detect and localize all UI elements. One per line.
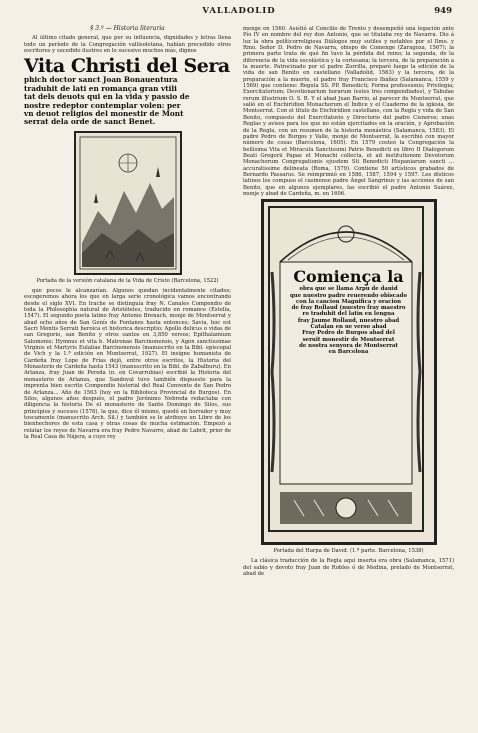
figure-vita-christi xyxy=(24,56,231,274)
gothic-line: vn deuot religios del monestir de Mont xyxy=(24,109,184,118)
frame-line: en Barcelona xyxy=(328,349,369,356)
running-header xyxy=(0,6,478,20)
frame-line: fray Jaume Rollaud, nuestro abad xyxy=(297,317,400,324)
gothic-line: phich doctor sanct Joan Bonauentura xyxy=(24,75,178,85)
left-column xyxy=(24,26,231,440)
frame-line: obra que se llama Arpu de dauid xyxy=(299,286,398,293)
frame-line: Fray Pedro de Burgos abad del xyxy=(302,330,395,337)
right-paragraph-1: menge en 1560. Asistió al Concilio de Trento y desempeñó una legación ante Pío IV en nombre del rey don Antonio, que se titulaba rey de Navarra. Dio á luz la obra políticorreligiosa Diálogos muy sutiles y notables por el Ilmo. y Rmo. Señor D. Pedro de Navarra, obispo de Comenge (Zaragoza, 1567); la primera parte trata de qué fin tuvo la pérdida del reino; la segunda, de la diferencia de la vida escolástica y la cortesana; la tercera, de la preparación a la muerte. Patrocinado por el padre Zorrilla, preparó luego la edición de la vida de san Benito en castellano (Valladolid, 1563) y la tercera, de la preparación a la muerte, el padre fray Francisco Ibáñez (Salamanca, 1559 y 1569) que contiene: Regula SS. PP. Benedicti; Forma professionis; Privilegia; Exercitatorium; Devotionarium horarum (estos tres compendiados), y Tabulae rerum illustrium O. S. B. Y el abad Juan Barrio, al parecer de Montserrat, que salió en el Enchiridion Monachorum el Índice y el Cuaderno de la iglesia, de Montserrat. Con el título de Enchiridion castellano, con la Regla y vida de San Benito, compuesto del Exercitatorio y Directorio del padre Cisneros; unas Reglas y avisos para los que no están ejercitados en la oración, y Aprobación de la Regla, con un resumen de la historia monástica (Salamanca, 1583). El padre Pedro de Burgos y Valle, monje de Montserrat, la escribió con mayor número de cosas (Barcelona, 1605). En 1579 costeó la Congregación la bellísima Vita et Miracula Sanctissimi Patris Benedicti ex libro II Dialogorum Beati Gregorii Papae et Monachi collecta, et ad institutionem Devotorum Monachorum Congregationis ejusdem Sti Benedicti Hispaniarum sancti ... accuratissime delineata (Roma, 1579). Contiene 50 artísticos grabados de Bernardo Passarus. Se reimprimió en 1586, 1587, 1594 y 1597. Los dísticos latinos los compuso el casinense padre Ángel Sangrinus y las acciones de san Benito, que en algunos ejemplares, las escribió el padre Antonio Suárez, monje y abad de Cardeña, m. en 1606. xyxy=(243,26,454,197)
frame-line: de nostra senyora de Montserrat xyxy=(299,342,398,349)
gothic-title: Vita Christi del Sera xyxy=(24,55,230,78)
gothic-line: nostre redeptor contemplar volen: per xyxy=(24,100,181,110)
left-paragraph-1: Al último citado general, que por su influencia, dignidades y letras llena todo un período de la Congregación vallisoletana, habían precedido otros escritores y sucedido ilustres en lo sucesivo muchos más, dignos xyxy=(24,35,231,55)
woodcut-image xyxy=(74,131,182,275)
figure-harpa-david xyxy=(261,199,437,545)
frame-line: ro traduhit del latin en lengua xyxy=(302,311,395,318)
frame-line: Catalan en ue verso abad xyxy=(310,324,387,331)
gothic-line: serrat dela orde de sanct Benet. xyxy=(24,117,156,127)
figure-caption-right: Portada del Harpa de David. (1.ª parte. Barcelona, 1538) xyxy=(273,548,424,555)
frame-title-block xyxy=(286,268,412,355)
frame-line: de fray Rollaud (nuestro fray maestro xyxy=(291,305,406,312)
section-heading: § 3.º — Historia literaria xyxy=(90,25,165,32)
frame-line: seruit monestir de Montserrat xyxy=(302,336,395,343)
frame-big-title: Comiença la xyxy=(293,267,404,287)
gothic-line: traduhit de lati en romança gran vtili xyxy=(24,83,177,93)
frame-line: con la cancion Magnifica y oracion xyxy=(295,298,402,305)
right-paragraph-2: La clásica traducción de la Regla aquí inserta era obra (Salamanca, 1571) del sabio y devoto fray Juan de Robles ó de Medina, prelado de Montserrat, abad de xyxy=(243,558,454,578)
gothic-line: tat dels deuots qui en la vida y passio de xyxy=(24,92,190,102)
figure-caption-left: Portada de la versión catalana de la Vida de Cristo (Barcelona, 1522) xyxy=(36,277,219,284)
running-title: VALLADOLID xyxy=(202,6,276,16)
page-number: 949 xyxy=(434,6,452,16)
frame-line: que nuestro padre reuerendo obiscado xyxy=(290,292,407,299)
right-column xyxy=(243,26,454,578)
ornamental-frame xyxy=(264,202,428,536)
left-paragraph-2: que pocos le alcanzarían. Algunos quedan incidentalmente citados; escogeremos ahora los que en larga serie cronológica vamos encontrando desde el siglo XVI. En Irache se distinguía fray N. Canales Compendio de toda la Philosophía natural de Aristóteles, traducido en romance (Estella, 1547). El segundo poeta latino fray Antonio Brenach, monje de Montserrat y abad ocho años de San Genís de Fontanes hasta entonces; Savia, hoc est Sacri Montis Serrati heroica et historica descriptio; Apollo delicus o vidas de san Gregorio, san Benito y otros santos en 3,850 versos; Epithalamium Salomonis; Hymnus et vita b. Matronae Barcinonensis, y Agon sanctissimae Virginis et Martyris Eulaliae Barcinonensis (manuscrito en la Bibl. episcopal de Vich y la 1.ª edición en Montserrat, 1927). El insigne humanista de Cardeña fray Lope de Frías dejó, entre otros escritos, la Historia del Monasterio de Cardeña hasta 1543 (manuscrito en la Bibl. de Zabalburu). En Arlanza, fray Juan de Pereda (n. en Covarrubias) escribió la Historia del monasterio de Arlanza, que Sandoval tuvo también dispuesto para la imprenta bien escrito Compendio historial del Real Convento de San Pedro de Arlanza... Año de 1563 (hoy en la Biblioteca Provincial de Burgos). En Silos, algunos años después, el padre Jerónimo Nebreda redactaba con diligencia la historia De el monasterio de Santo Domingo de Silos, sus principios y sucesos (1578), la que, dice él mismo, quedó en borrador y muy toscamente (manuscrito Arch. Sil.) y también se le atribuye un Libro de los bienhechores de esta casa y otras cosas de mucha estimación. Empezó a relatar los reyes de Navarra era fray Pedro Navarro, abad de Labrit, prior de la Real Casa de Nájera, a cuyo rey xyxy=(24,288,231,440)
